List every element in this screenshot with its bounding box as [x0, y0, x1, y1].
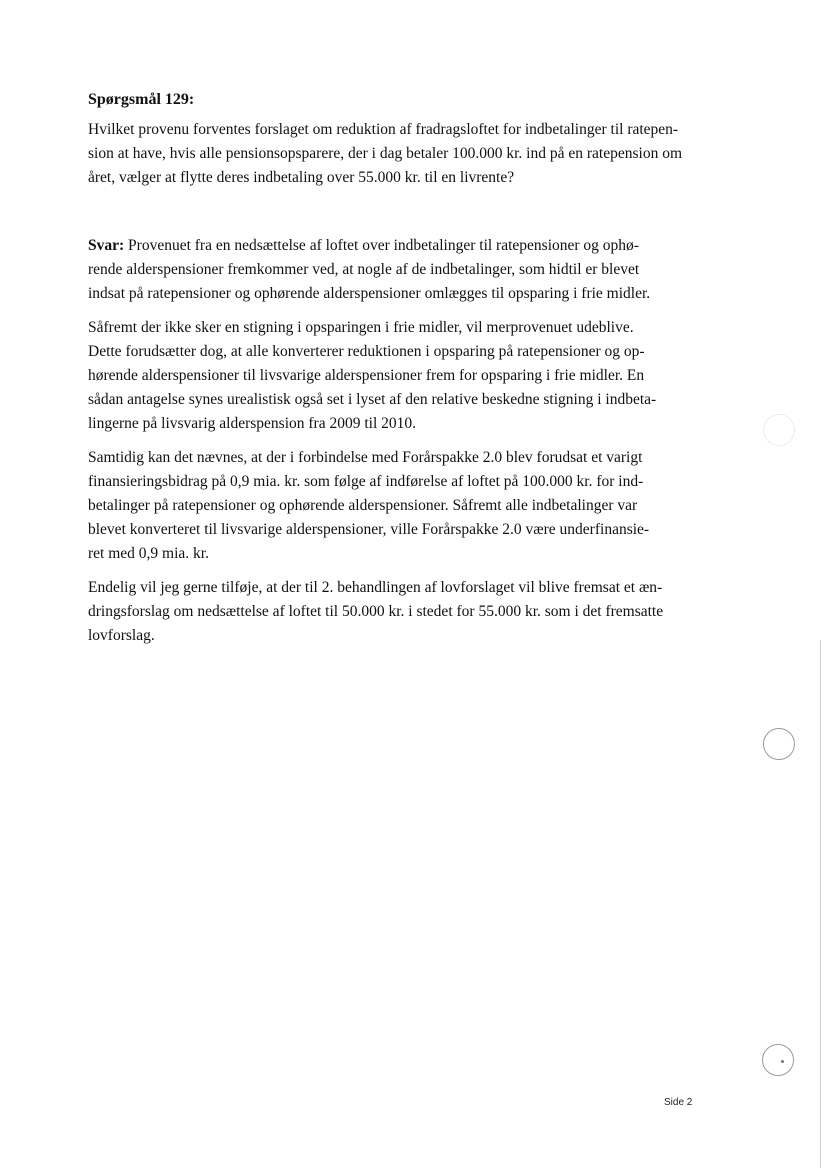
answer-line: hørende alderspensioner til livsvarige alderspensioner frem for opsparing i frie midler. En [88, 367, 645, 384]
answer-label: Svar: [88, 237, 125, 254]
answer-line: blevet konverteret til livsvarige alderspensioner, ville Forårspakke 2.0 være underfinansie- [88, 521, 650, 538]
question-line: sion at have, hvis alle pensionsopsparere, der i dag betaler 100.000 kr. ind på en ratepension om [88, 145, 683, 162]
answer-line: lovforslag. [88, 627, 155, 644]
document-body [88, 88, 700, 658]
answer-line: lingerne på livsvarig alderspension fra 2009 til 2010. [88, 415, 417, 432]
answer-line: finansieringsbidrag på 0,9 mia. kr. som følge af indførelse af loftet på 100.000 kr. for ind- [88, 473, 644, 490]
answer-line [88, 234, 700, 258]
answer-line: rende alderspensioner fremkommer ved, at nogle af de indbetalinger, som hidtil er blevet [88, 261, 640, 278]
question-line: året, vælger at flytte deres indbetaling over 55.000 kr. til en livrente? [88, 169, 515, 186]
question-line: Hvilket provenu forventes forslaget om reduktion af fradragsloftet for indbetalinger til ratepen- [88, 121, 679, 138]
answer-line: Endelig vil jeg gerne tilføje, at der til 2. behandlingen af lovforslaget vil blive fremsat et æn- [88, 579, 663, 596]
answer-line: ret med 0,9 mia. kr. [88, 545, 209, 562]
answer-line: dringsforslag om nedsættelse af loftet til 50.000 kr. i stedet for 55.000 kr. som i det fremsatte [88, 603, 664, 620]
answer-line: Dette forudsætter dog, at alle konverterer reduktionen i opsparing på ratepensioner og op- [88, 343, 645, 360]
answer-line: indsat på ratepensioner og ophørende alderspensioner omlægges til opsparing i frie midler. [88, 285, 651, 302]
scan-edge-line [820, 640, 821, 1168]
question-heading: Spørgsmål 129: [88, 91, 195, 108]
punch-hole-dot [781, 1060, 784, 1063]
punch-hole [762, 1044, 794, 1076]
answer-line: Såfremt der ikke sker en stigning i opsparingen i frie midler, vil merprovenuet udeblive. [88, 319, 634, 336]
answer-line-text: Provenuet fra en nedsættelse af loftet over indbetalinger til ratepensioner og ophø- [124, 237, 639, 254]
question-text [88, 118, 700, 190]
answer-paragraph-2 [88, 316, 700, 436]
answer-paragraph-4 [88, 576, 700, 648]
page-number: Side 2 [664, 1097, 693, 1108]
answer-line: betalinger på ratepensioner og ophørende alderspensioner. Såfremt alle indbetalinger var [88, 497, 638, 514]
punch-hole-faint [763, 414, 795, 446]
punch-hole [763, 728, 795, 760]
answer-line: sådan antagelse synes urealistisk også set i lyset af den relative beskedne stigning i indbeta- [88, 391, 657, 408]
answer-paragraph-3 [88, 446, 700, 566]
answer-line: Samtidig kan det nævnes, at der i forbindelse med Forårspakke 2.0 blev forudsat et varigt [88, 449, 643, 466]
answer-paragraph-1 [88, 234, 700, 306]
